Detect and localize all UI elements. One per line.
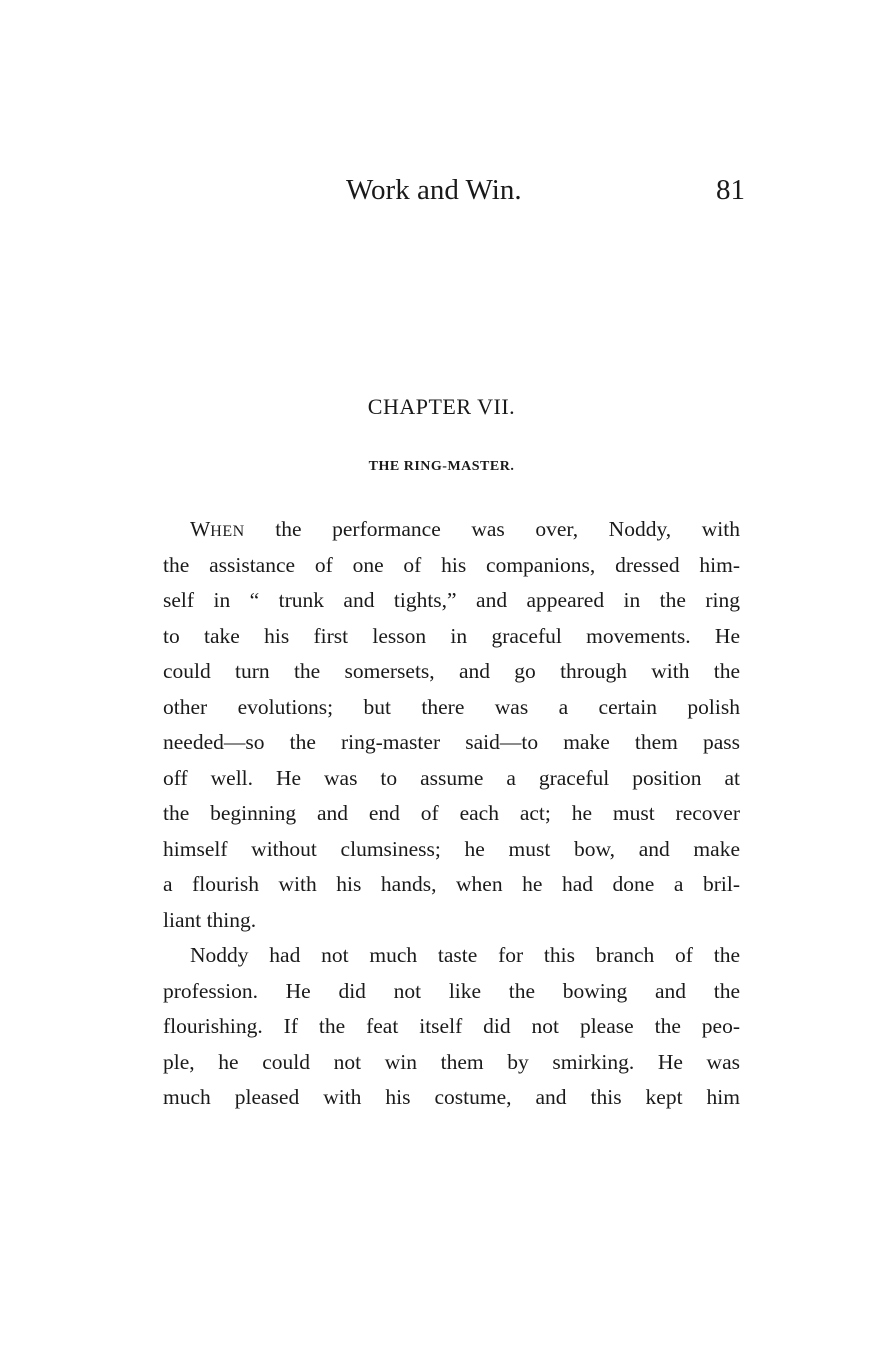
drop-word-initial: W — [190, 517, 211, 541]
running-title: Work and Win. — [346, 174, 522, 206]
text-line: the assistance of one of his companions, dressed him- — [163, 552, 740, 577]
text-line: to take his first lesson in graceful movements. He — [163, 623, 740, 648]
chapter-subtitle: THE RING-MASTER. — [368, 459, 515, 474]
text-line: himself without clumsiness; he must bow, and make — [163, 836, 740, 861]
page-number: 81 — [716, 174, 745, 206]
text-line — [163, 512, 740, 548]
text-line: profession. He did not like the bowing and the — [163, 978, 740, 1003]
drop-word-rest: HEN — [210, 523, 245, 540]
chapter-heading: CHAPTER VII. — [367, 394, 516, 419]
text-line: the beginning and end of each act; he must recover — [163, 801, 740, 825]
text-line: Noddy had not much taste for this branch of the — [190, 943, 740, 967]
text-line: liant thing. — [163, 907, 257, 932]
body-text — [163, 512, 740, 1116]
text-line: could turn the somersets, and go through with the — [163, 659, 740, 683]
text-line: needed—so the ring-master said—to make them pass — [163, 730, 740, 754]
text-line: much pleased with his costume, and this kept him — [163, 1085, 740, 1109]
text-line: off well. He was to assume a graceful position at — [163, 765, 740, 790]
text-line: other evolutions; but there was a certain polish — [163, 694, 740, 719]
text-line: flourishing. If the feat itself did not please the peo- — [163, 1014, 740, 1038]
text-line: ple, he could not win them by smirking. He was — [163, 1049, 740, 1074]
text-line: a flourish with his hands, when he had done a bril- — [163, 872, 740, 896]
line-text: the performance was over, Noddy, with — [244, 517, 740, 541]
running-head — [0, 170, 883, 210]
text-line: self in “ trunk and tights,” and appeared in the ring — [163, 588, 740, 612]
